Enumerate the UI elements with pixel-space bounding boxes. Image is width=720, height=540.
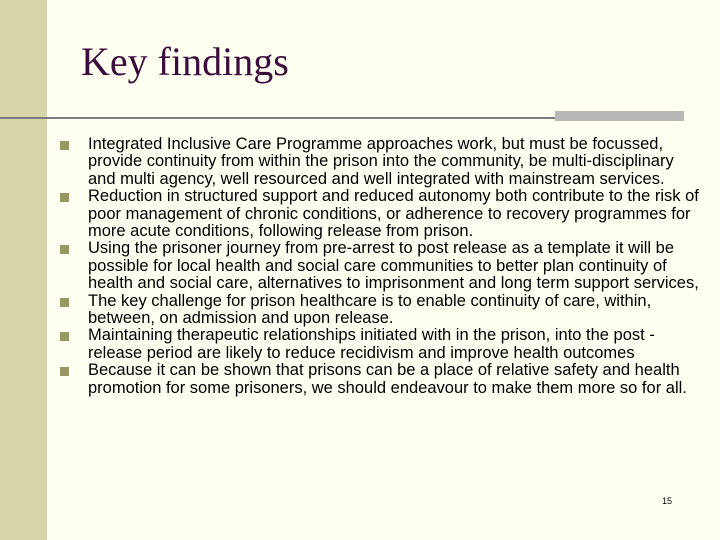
bullet-text: The key challenge for prison healthcare is to enable continuity of care, within, between, on admission and upon release. [88, 291, 652, 328]
bullet-text: Reduction in structured support and reduced autonomy both contribute to the risk of poor management of chronic conditions, or adherence to recovery programmes for more acute conditions, following release from prison. [88, 187, 699, 241]
bullet-item [60, 362, 702, 397]
title-divider-accent [555, 111, 684, 121]
square-bullet-icon [60, 193, 69, 202]
bullet-item [60, 188, 702, 240]
page-number: 15 [662, 496, 673, 506]
bullet-text: Maintaining therapeutic relationships initiated with in the prison, into the post - release period are likely to reduce recidivism and improve health outcomes [88, 326, 655, 362]
bullet-item [60, 327, 702, 362]
square-bullet-icon [60, 245, 69, 254]
square-bullet-icon [60, 298, 69, 307]
square-bullet-icon [60, 141, 69, 150]
slide-title: Key findings [81, 39, 289, 84]
bullet-item [60, 240, 702, 292]
bullet-item [60, 293, 702, 328]
bullet-item [60, 136, 702, 188]
square-bullet-icon [60, 332, 69, 341]
bullet-text: Because it can be shown that prisons can be a place of relative safety and health promotion for some prisoners, we should endeavour to make them more so for all. [88, 361, 687, 397]
side-panel [0, 0, 47, 540]
bullet-text: Integrated Inclusive Care Programme approaches work, but must be focussed, provide continuity from within the prison into the community, be multi-disciplinary and multi agency, well resourced and well integrated with mainstream services. [88, 135, 674, 188]
square-bullet-icon [60, 367, 69, 376]
bullet-text: Using the prisoner journey from pre-arrest to post release as a template it will be possible for local health and social care communities to better plan continuity of health and social care, alternatives to imprisonment and long term support services, [88, 239, 699, 293]
bullet-list [60, 136, 702, 397]
